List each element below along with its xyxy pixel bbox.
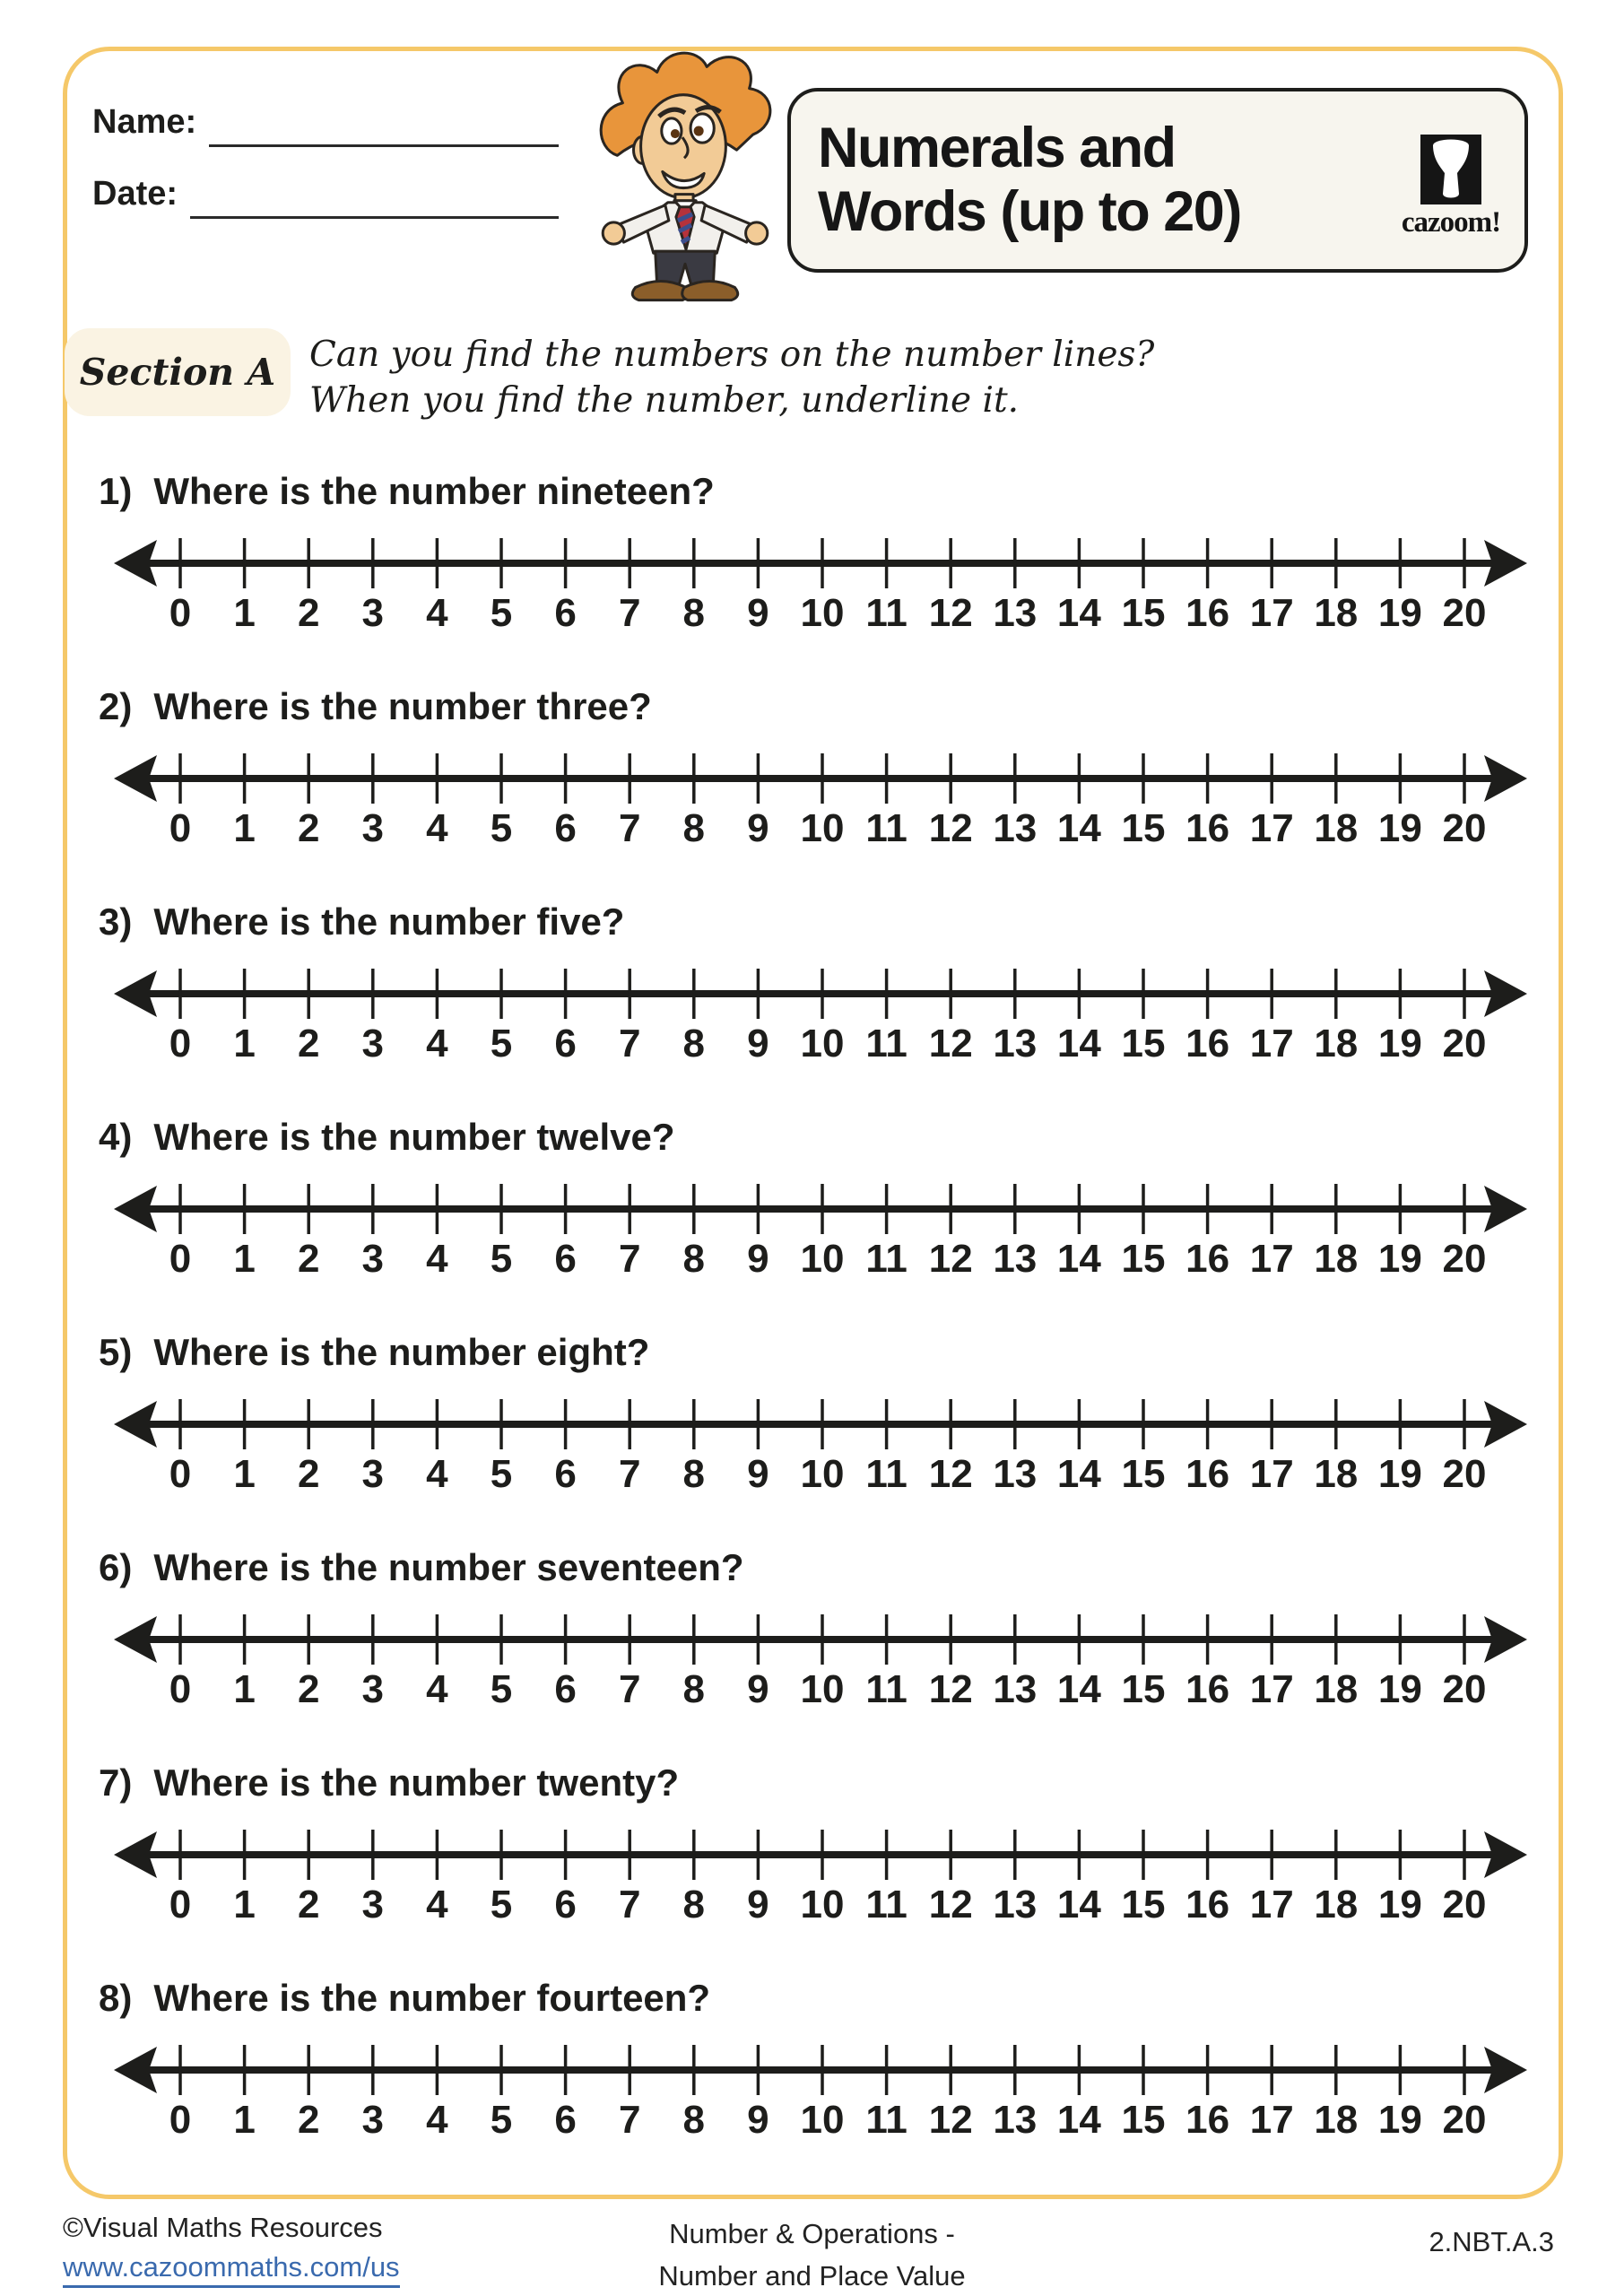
number-line[interactable] [112, 1607, 1529, 1708]
question-heading [99, 1329, 1563, 1376]
tick-label: 11 [865, 1022, 908, 1062]
tick-label: 8 [682, 1237, 706, 1277]
tick-label: 8 [682, 806, 706, 847]
tick-label: 12 [928, 2098, 973, 2138]
tick-label: 5 [490, 591, 513, 631]
tick-label: 6 [554, 806, 577, 847]
tick-label: 0 [169, 1022, 192, 1062]
tick-label: 20 [1442, 1883, 1487, 1923]
question-heading [99, 1760, 1563, 1806]
number-line-svg [112, 1607, 1529, 1708]
tick-label: 17 [1249, 1452, 1294, 1492]
tick-label: 4 [426, 591, 448, 631]
tick-label: 15 [1121, 591, 1166, 631]
tick-label: 12 [928, 806, 973, 847]
name-row [92, 90, 559, 147]
tick-label: 4 [426, 1452, 448, 1492]
footer-website-link[interactable]: www.cazoommaths.com/us [63, 2251, 400, 2288]
question-number: 5) [99, 1331, 133, 1373]
tick-label: 20 [1442, 591, 1487, 631]
tick-label: 17 [1249, 806, 1294, 847]
tick-label: 7 [618, 1452, 641, 1492]
footer-copyright: ©Visual Maths Resources [63, 2212, 383, 2243]
tick-label: 13 [993, 806, 1038, 847]
tick-label: 12 [928, 591, 973, 631]
tick-label: 16 [1185, 1022, 1230, 1062]
tick-label: 16 [1185, 2098, 1230, 2138]
tick-label: 15 [1121, 1667, 1166, 1708]
tick-label: 8 [682, 1022, 706, 1062]
tick-label: 15 [1121, 1022, 1166, 1062]
tick-label: 2 [297, 591, 320, 631]
tick-label: 17 [1249, 1022, 1294, 1062]
question-text: Where is the number fourteen? [153, 1977, 711, 2019]
tick-label: 0 [169, 806, 192, 847]
tick-label: 5 [490, 1237, 513, 1277]
tick-label: 0 [169, 1667, 192, 1708]
question-text: Where is the number eight? [153, 1331, 650, 1373]
name-date-block [92, 90, 559, 233]
question-number: 8) [99, 1977, 133, 2019]
tick-label: 15 [1121, 806, 1166, 847]
tick-label: 7 [618, 1667, 641, 1708]
tick-label: 3 [361, 806, 385, 847]
footer-standard-line-2: Number and Place Value [658, 2259, 966, 2292]
instruction-line-1: Can you find the numbers on the number lines? [309, 335, 1155, 375]
tick-label: 6 [554, 1667, 577, 1708]
tick-label: 13 [993, 1022, 1038, 1062]
tick-label: 20 [1442, 806, 1487, 847]
tick-label: 20 [1442, 1022, 1487, 1062]
tick-label: 1 [233, 806, 256, 847]
tick-label: 18 [1314, 1452, 1359, 1492]
number-line[interactable] [112, 531, 1529, 631]
tick-label: 1 [233, 1667, 256, 1708]
tick-label: 5 [490, 2098, 513, 2138]
tick-label: 2 [297, 1452, 320, 1492]
tick-label: 3 [361, 1237, 385, 1277]
question-heading [99, 899, 1563, 945]
tick-label: 3 [361, 1022, 385, 1062]
tick-label: 7 [618, 2098, 641, 2138]
tick-label: 10 [800, 1667, 845, 1708]
tick-label: 11 [865, 1883, 908, 1923]
tick-label: 12 [928, 1022, 973, 1062]
number-line-svg [112, 531, 1529, 631]
tick-label: 0 [169, 1883, 192, 1923]
tick-label: 5 [490, 1022, 513, 1062]
tick-label: 8 [682, 2098, 706, 2138]
tick-label: 11 [865, 591, 908, 631]
tick-label: 13 [993, 1452, 1038, 1492]
tick-label: 18 [1314, 591, 1359, 631]
tick-label: 20 [1442, 1237, 1487, 1277]
tick-label: 3 [361, 2098, 385, 2138]
tick-label: 9 [747, 1022, 769, 1062]
tick-label: 19 [1377, 591, 1422, 631]
tick-label: 13 [993, 1883, 1038, 1923]
tick-label: 19 [1377, 1237, 1422, 1277]
tick-label: 10 [800, 1237, 845, 1277]
tick-label: 0 [169, 1452, 192, 1492]
number-line-svg [112, 1177, 1529, 1277]
tick-label: 14 [1056, 1452, 1101, 1492]
tick-label: 16 [1185, 1237, 1230, 1277]
tick-label: 8 [682, 1452, 706, 1492]
tick-label: 17 [1249, 1667, 1294, 1708]
tick-label: 2 [297, 1883, 320, 1923]
question-number: 3) [99, 900, 133, 943]
tick-label: 17 [1249, 1883, 1294, 1923]
number-line[interactable] [112, 1392, 1529, 1492]
tick-label: 11 [865, 1452, 908, 1492]
tick-label: 1 [233, 1022, 256, 1062]
number-line-svg [112, 746, 1529, 847]
question-heading [99, 683, 1563, 730]
tick-label: 15 [1121, 1883, 1166, 1923]
tick-label: 19 [1377, 806, 1422, 847]
title-line-2: Words (up to 20) [818, 180, 1241, 243]
question-text: Where is the number twelve? [153, 1116, 675, 1158]
tick-label: 13 [993, 591, 1038, 631]
date-row [92, 161, 559, 219]
tick-label: 14 [1056, 1883, 1101, 1923]
tick-label: 6 [554, 1452, 577, 1492]
question-heading [99, 1114, 1563, 1161]
tick-label: 9 [747, 806, 769, 847]
question-block [63, 899, 1563, 1062]
question-text: Where is the number nineteen? [153, 470, 715, 512]
question-block [63, 1760, 1563, 1923]
question-heading [99, 468, 1563, 515]
question-heading [99, 1544, 1563, 1591]
question-number: 4) [99, 1116, 133, 1158]
number-line[interactable] [112, 1177, 1529, 1277]
question-number: 7) [99, 1761, 133, 1804]
tick-label: 15 [1121, 1452, 1166, 1492]
tick-label: 19 [1377, 1022, 1422, 1062]
tick-label: 5 [490, 1883, 513, 1923]
tick-label: 14 [1056, 591, 1101, 631]
tick-label: 1 [233, 1452, 256, 1492]
tick-label: 11 [865, 1667, 908, 1708]
tick-label: 20 [1442, 1667, 1487, 1708]
section-a-label: Section A [79, 351, 276, 394]
tick-label: 4 [426, 2098, 448, 2138]
tick-label: 6 [554, 1883, 577, 1923]
tick-label: 12 [928, 1237, 973, 1277]
tick-label: 18 [1314, 1667, 1359, 1708]
name-input-line[interactable] [209, 100, 559, 147]
tick-label: 8 [682, 1883, 706, 1923]
tick-label: 0 [169, 591, 192, 631]
tick-label: 14 [1056, 1022, 1101, 1062]
tick-label: 2 [297, 1022, 320, 1062]
tick-label: 9 [747, 1883, 769, 1923]
tick-label: 2 [297, 806, 320, 847]
question-block [63, 468, 1563, 631]
question-text: Where is the number five? [153, 900, 625, 943]
question-block [63, 1329, 1563, 1492]
cazoom-logo [1390, 135, 1512, 239]
tick-label: 11 [865, 806, 908, 847]
tick-label: 12 [928, 1883, 973, 1923]
tick-label: 14 [1056, 1237, 1101, 1277]
question-text: Where is the number twenty? [153, 1761, 680, 1804]
tick-label: 11 [865, 2098, 908, 2138]
tick-label: 13 [993, 1237, 1038, 1277]
name-label: Name: [92, 103, 197, 141]
tick-label: 15 [1121, 1237, 1166, 1277]
tick-label: 9 [747, 2098, 769, 2138]
tick-label: 12 [928, 1452, 973, 1492]
tick-label: 16 [1185, 1883, 1230, 1923]
tick-label: 10 [800, 2098, 845, 2138]
question-block [63, 1114, 1563, 1277]
footer-standard-code: 2.NBT.A.3 [1429, 2226, 1554, 2257]
tick-label: 1 [233, 1883, 256, 1923]
tick-label: 16 [1185, 591, 1230, 631]
tick-label: 19 [1377, 1452, 1422, 1492]
footer-left [63, 2212, 400, 2288]
tick-label: 7 [618, 591, 641, 631]
tick-label: 18 [1314, 1237, 1359, 1277]
tick-label: 10 [800, 591, 845, 631]
tick-label: 7 [618, 1022, 641, 1062]
tick-label: 0 [169, 2098, 192, 2138]
tick-label: 19 [1377, 1883, 1422, 1923]
tick-label: 4 [426, 806, 448, 847]
question-block [63, 1544, 1563, 1708]
tick-label: 6 [554, 591, 577, 631]
number-line[interactable] [112, 1822, 1529, 1923]
worksheet-title [791, 117, 1241, 243]
tick-label: 15 [1121, 2098, 1166, 2138]
tick-label: 16 [1185, 1667, 1230, 1708]
tick-label: 20 [1442, 2098, 1487, 2138]
tick-label: 18 [1314, 1883, 1359, 1923]
tick-label: 9 [747, 1667, 769, 1708]
number-line-svg [112, 2038, 1529, 2138]
drum-icon [1420, 135, 1481, 204]
tick-label: 13 [993, 2098, 1038, 2138]
question-number: 6) [99, 1546, 133, 1588]
tick-label: 9 [747, 1452, 769, 1492]
logo-wordmark: cazoom! [1401, 206, 1501, 239]
tick-label: 13 [993, 1667, 1038, 1708]
tick-label: 4 [426, 1883, 448, 1923]
question-text: Where is the number three? [153, 685, 652, 727]
number-line-svg [112, 961, 1529, 1062]
tick-label: 3 [361, 1667, 385, 1708]
tick-label: 3 [361, 1452, 385, 1492]
tick-label: 17 [1249, 2098, 1294, 2138]
footer-standard-line-1: Number & Operations - [669, 2218, 955, 2249]
tick-label: 1 [233, 1237, 256, 1277]
title-box [787, 88, 1528, 273]
tick-label: 6 [554, 1237, 577, 1277]
question-number: 1) [99, 470, 133, 512]
tick-label: 10 [800, 1883, 845, 1923]
tick-label: 18 [1314, 806, 1359, 847]
tick-label: 10 [800, 1452, 845, 1492]
tick-label: 8 [682, 591, 706, 631]
section-instructions [309, 332, 1154, 424]
number-line-svg [112, 1822, 1529, 1923]
tick-label: 3 [361, 1883, 385, 1923]
tick-label: 11 [865, 1237, 908, 1277]
number-line-svg [112, 1392, 1529, 1492]
question-block [63, 1975, 1563, 2138]
question-block [63, 683, 1563, 847]
tick-label: 8 [682, 1667, 706, 1708]
tick-label: 0 [169, 1237, 192, 1277]
tick-label: 2 [297, 1237, 320, 1277]
number-line[interactable] [112, 2038, 1529, 2138]
tick-label: 4 [426, 1022, 448, 1062]
tick-label: 14 [1056, 2098, 1101, 2138]
tick-label: 17 [1249, 1237, 1294, 1277]
tick-label: 7 [618, 806, 641, 847]
tick-label: 14 [1056, 1667, 1101, 1708]
tick-label: 20 [1442, 1452, 1487, 1492]
tick-label: 7 [618, 1237, 641, 1277]
tick-label: 1 [233, 591, 256, 631]
number-line[interactable] [112, 746, 1529, 847]
tick-label: 9 [747, 1237, 769, 1277]
tick-label: 16 [1185, 1452, 1230, 1492]
tick-label: 16 [1185, 806, 1230, 847]
tick-label: 19 [1377, 1667, 1422, 1708]
tick-label: 6 [554, 2098, 577, 2138]
title-line-1: Numerals and [818, 117, 1176, 180]
tick-label: 9 [747, 591, 769, 631]
question-number: 2) [99, 685, 133, 727]
tick-label: 7 [618, 1883, 641, 1923]
tick-label: 5 [490, 1452, 513, 1492]
date-input-line[interactable] [190, 172, 559, 219]
tick-label: 14 [1056, 806, 1101, 847]
tick-label: 4 [426, 1237, 448, 1277]
date-label: Date: [92, 175, 178, 213]
tick-label: 2 [297, 1667, 320, 1708]
tick-label: 5 [490, 806, 513, 847]
tick-label: 18 [1314, 1022, 1359, 1062]
tick-label: 2 [297, 2098, 320, 2138]
tick-label: 5 [490, 1667, 513, 1708]
tick-label: 6 [554, 1022, 577, 1062]
tick-label: 19 [1377, 2098, 1422, 2138]
tick-label: 4 [426, 1667, 448, 1708]
tick-label: 10 [800, 1022, 845, 1062]
number-line[interactable] [112, 961, 1529, 1062]
mascot-illustration [581, 47, 789, 314]
tick-label: 3 [361, 591, 385, 631]
section-a-tag [65, 328, 291, 416]
tick-label: 18 [1314, 2098, 1359, 2138]
tick-label: 12 [928, 1667, 973, 1708]
footer-standard [543, 2213, 1081, 2296]
tick-label: 17 [1249, 591, 1294, 631]
tick-label: 1 [233, 2098, 256, 2138]
question-text: Where is the number seventeen? [153, 1546, 744, 1588]
tick-label: 10 [800, 806, 845, 847]
question-heading [99, 1975, 1563, 2022]
instruction-line-2: When you find the number, underline it. [309, 380, 1020, 422]
